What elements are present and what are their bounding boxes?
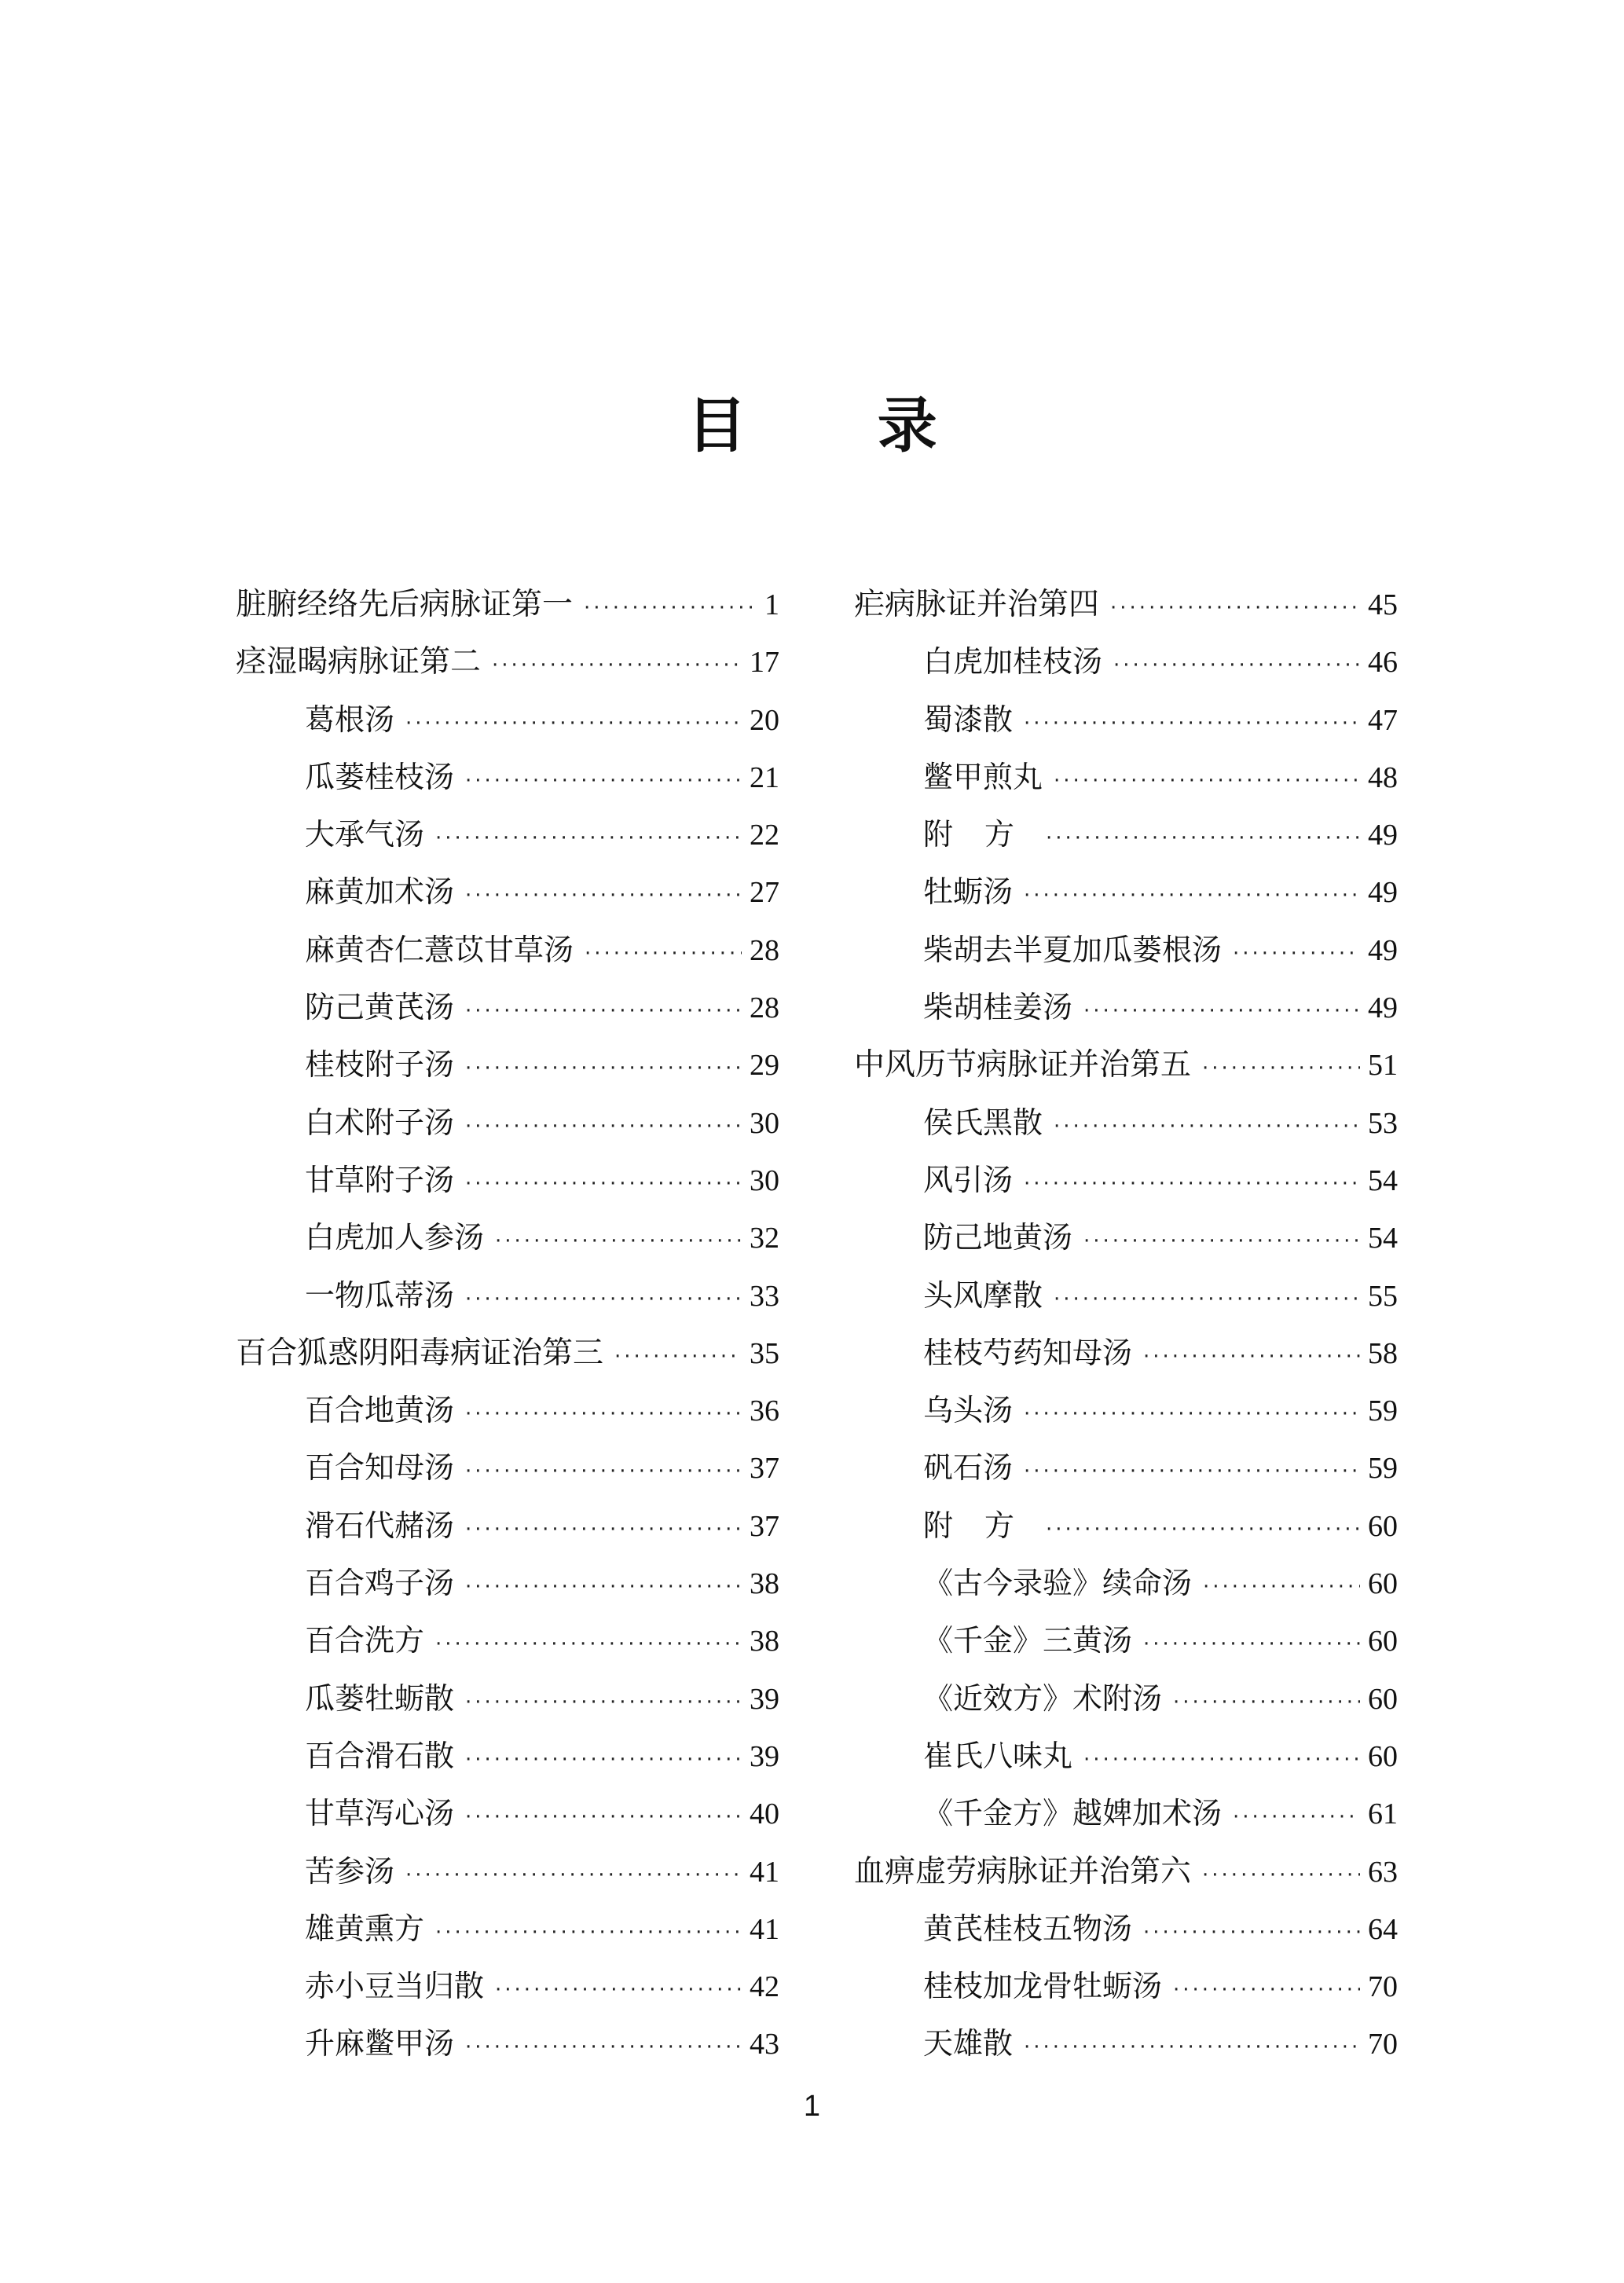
toc-section-entry[interactable] — [236, 1612, 779, 1669]
toc-section-entry[interactable] — [854, 1958, 1398, 2015]
toc-entry-label: 一物瓜蒂汤 — [305, 1277, 455, 1313]
dot-leader — [1173, 1674, 1360, 1731]
toc-entry-label: 脏腑经络先后病脉证第一 — [236, 587, 574, 622]
dot-leader — [1202, 1040, 1360, 1098]
toc-column-right — [854, 576, 1398, 2073]
toc-entry-page: 64 — [1368, 1912, 1398, 1946]
dot-leader — [1024, 867, 1360, 925]
dot-leader — [1046, 1501, 1360, 1559]
toc-section-entry[interactable] — [854, 1267, 1398, 1325]
toc-entry-label: 滑石代赭汤 — [305, 1508, 455, 1543]
dot-leader — [1024, 1443, 1360, 1501]
toc-section-entry[interactable] — [854, 1612, 1398, 1669]
dot-leader — [465, 1731, 742, 1789]
dot-leader — [1173, 1962, 1360, 2019]
toc-entry-page: 43 — [750, 2028, 779, 2061]
toc-section-entry[interactable] — [854, 1785, 1398, 1842]
toc-section-entry[interactable] — [236, 979, 779, 1036]
dot-leader — [465, 867, 742, 925]
toc-entry-page: 46 — [1368, 646, 1398, 680]
dot-leader — [1233, 925, 1360, 983]
toc-section-entry[interactable] — [854, 1497, 1398, 1555]
dot-leader — [465, 1386, 742, 1443]
toc-entry-label: 防己地黄汤 — [923, 1220, 1073, 1255]
toc-section-entry[interactable] — [236, 1497, 779, 1555]
toc-entry-label: 风引汤 — [923, 1162, 1014, 1197]
dot-leader — [465, 1789, 742, 1846]
toc-entry-page: 54 — [1368, 1163, 1398, 1197]
toc-chapter-entry[interactable] — [236, 576, 779, 633]
toc-entry-page: 49 — [1368, 876, 1398, 910]
toc-entry-label: 葛根汤 — [305, 702, 395, 737]
toc-entry-label: 牡蛎汤 — [923, 874, 1014, 910]
toc-section-entry[interactable] — [236, 863, 779, 921]
toc-entry-label: 《古今录验》续命汤 — [923, 1566, 1193, 1601]
toc-entry-page: 60 — [1368, 1625, 1398, 1658]
toc-entry-page: 59 — [1368, 1452, 1398, 1486]
dot-leader — [495, 1213, 742, 1270]
toc-entry-page: 60 — [1368, 1509, 1398, 1543]
toc-entry-label: 头风摩散 — [923, 1277, 1043, 1313]
dot-leader — [465, 983, 742, 1040]
toc-entry-page: 20 — [750, 703, 779, 737]
toc-entry-label: 柴胡桂姜汤 — [923, 990, 1073, 1025]
dot-leader — [1202, 1847, 1360, 1904]
toc-entry-page: 41 — [750, 1855, 779, 1889]
toc-section-entry[interactable] — [236, 2015, 779, 2072]
toc-entry-label: 防己黄芪汤 — [305, 990, 455, 1025]
toc-entry-page: 36 — [750, 1394, 779, 1428]
toc-entry-page: 61 — [1368, 1797, 1398, 1831]
dot-leader — [465, 1674, 742, 1731]
toc-entry-page: 21 — [750, 760, 779, 794]
dot-leader — [465, 1098, 742, 1156]
toc-entry-page: 30 — [750, 1106, 779, 1140]
toc-section-entry[interactable] — [236, 1728, 779, 1785]
toc-section-entry[interactable] — [236, 1209, 779, 1266]
toc-entry-label: 百合洗方 — [305, 1623, 425, 1658]
toc-entry-page: 55 — [1368, 1279, 1398, 1313]
toc-chapter-entry[interactable] — [854, 576, 1398, 633]
dot-leader — [1083, 983, 1360, 1040]
toc-entry-label: 疟病脉证并治第四 — [854, 587, 1100, 622]
dot-leader — [1110, 580, 1360, 637]
toc-entry-page: 38 — [750, 1567, 779, 1601]
dot-leader — [435, 1904, 742, 1962]
toc-section-entry[interactable] — [236, 1267, 779, 1325]
toc-entry-page: 22 — [750, 819, 779, 852]
dot-leader — [1143, 1904, 1360, 1962]
dot-leader — [585, 925, 742, 983]
toc-entry-label: 甘草附子汤 — [305, 1162, 455, 1197]
toc-entry-page: 32 — [750, 1222, 779, 1255]
toc-entry-label: 苦参汤 — [305, 1853, 395, 1889]
toc-entry-page: 28 — [750, 933, 779, 967]
toc-entry-label: 白术附子汤 — [305, 1105, 455, 1140]
toc-section-entry[interactable] — [854, 1555, 1398, 1612]
dot-leader — [1143, 1616, 1360, 1673]
toc-entry-page: 39 — [750, 1682, 779, 1716]
dot-leader — [1143, 1328, 1360, 1386]
toc-entry-label: 《千金》三黄汤 — [923, 1623, 1133, 1658]
toc-entry-page: 49 — [1368, 819, 1398, 852]
toc-section-entry[interactable] — [236, 691, 779, 749]
dot-leader — [1024, 695, 1360, 753]
toc-entry-label: 中风历节病脉证并治第五 — [854, 1047, 1192, 1083]
toc-entry-label: 百合知母汤 — [305, 1450, 455, 1486]
toc-section-entry[interactable] — [854, 1900, 1398, 1958]
toc-entry-page: 29 — [750, 1049, 779, 1083]
toc-section-entry[interactable] — [236, 1555, 779, 1612]
toc-entry-label: 大承气汤 — [305, 817, 425, 852]
toc-entry-page: 42 — [750, 1970, 779, 2004]
toc-section-entry[interactable] — [236, 806, 779, 863]
toc-entry-label: 桂枝附子汤 — [305, 1047, 455, 1083]
dot-leader — [492, 637, 742, 694]
toc-entry-page: 60 — [1368, 1739, 1398, 1773]
toc-section-entry[interactable] — [854, 1439, 1398, 1497]
toc-entry-label: 白虎加人参汤 — [305, 1220, 485, 1255]
toc-section-entry[interactable] — [854, 979, 1398, 1036]
dot-leader — [614, 1328, 742, 1386]
toc-entry-page: 54 — [1368, 1222, 1398, 1255]
toc-section-entry[interactable] — [854, 1670, 1398, 1728]
toc-entry-page: 27 — [750, 876, 779, 910]
toc-entry-label: 麻黄杏仁薏苡甘草汤 — [305, 932, 574, 967]
toc-entry-label: 崔氏八味丸 — [923, 1738, 1073, 1773]
toc-entry-label: 痉湿暍病脉证第二 — [236, 644, 482, 680]
toc-entry-label: 附方 — [923, 1508, 1047, 1543]
toc-entry-page: 47 — [1368, 703, 1398, 737]
dot-leader — [1233, 1789, 1360, 1846]
dot-leader — [584, 580, 757, 637]
dot-leader — [1203, 1559, 1360, 1616]
toc-section-entry[interactable] — [854, 1382, 1398, 1439]
toc-chapter-entry[interactable] — [854, 1036, 1398, 1094]
dot-leader — [405, 1847, 742, 1904]
dot-leader — [1083, 1731, 1360, 1789]
toc-entry-label: 黄芪桂枝五物汤 — [923, 1911, 1133, 1946]
toc-entry-label: 麻黄加术汤 — [305, 874, 455, 910]
toc-entry-label: 附方 — [923, 817, 1047, 852]
toc-entry-page: 40 — [750, 1797, 779, 1831]
dot-leader — [465, 1040, 742, 1098]
dot-leader — [1113, 637, 1360, 694]
dot-leader — [1054, 1098, 1360, 1156]
toc-entry-label: 乌头汤 — [923, 1393, 1014, 1428]
toc-entry-label: 《近效方》术附汤 — [923, 1680, 1163, 1716]
toc-entry-page: 28 — [750, 991, 779, 1025]
toc-entry-page: 49 — [1368, 933, 1398, 967]
toc-entry-page: 49 — [1368, 991, 1398, 1025]
toc-section-entry[interactable] — [854, 1209, 1398, 1266]
toc-section-entry[interactable] — [854, 806, 1398, 863]
dot-leader — [465, 1156, 742, 1213]
toc-entry-label: 鳖甲煎丸 — [923, 759, 1043, 794]
toc-entry-page: 39 — [750, 1739, 779, 1773]
toc-entry-page: 35 — [750, 1336, 779, 1370]
dot-leader — [465, 1271, 742, 1328]
toc-entry-label: 侯氏黑散 — [923, 1105, 1043, 1140]
toc-section-entry[interactable] — [854, 1094, 1398, 1152]
toc-entry-label: 天雄散 — [923, 2026, 1014, 2061]
dot-leader — [465, 1443, 742, 1501]
toc-section-entry[interactable] — [236, 1094, 779, 1152]
toc-entry-page: 37 — [750, 1509, 779, 1543]
dot-leader — [495, 1962, 742, 2019]
toc-section-entry[interactable] — [854, 1728, 1398, 1785]
dot-leader — [435, 810, 742, 867]
toc-section-entry[interactable] — [236, 1900, 779, 1958]
toc-section-entry[interactable] — [854, 1152, 1398, 1209]
toc-entry-label: 柴胡去半夏加瓜蒌根汤 — [923, 932, 1223, 967]
toc-entry-page: 63 — [1368, 1855, 1398, 1889]
toc-entry-label: 甘草泻心汤 — [305, 1796, 455, 1831]
toc-entry-page: 51 — [1368, 1049, 1398, 1083]
toc-entry-page: 38 — [750, 1625, 779, 1658]
dot-leader — [1054, 1271, 1360, 1328]
dot-leader — [465, 1501, 742, 1559]
toc-section-entry[interactable] — [854, 863, 1398, 921]
toc-chapter-entry[interactable] — [236, 633, 779, 691]
toc-entry-label: 桂枝加龙骨牡蛎汤 — [923, 1969, 1163, 2004]
toc-entry-label: 百合滑石散 — [305, 1738, 455, 1773]
toc-section-entry[interactable] — [854, 922, 1398, 979]
toc-entry-page: 59 — [1368, 1394, 1398, 1428]
toc-entry-label: 赤小豆当归散 — [305, 1969, 485, 2004]
toc-entry-label: 雄黄熏方 — [305, 1911, 425, 1946]
toc-section-entry[interactable] — [236, 1439, 779, 1497]
dot-leader — [1024, 1156, 1360, 1213]
toc-entry-page: 48 — [1368, 760, 1398, 794]
toc-entry-page: 70 — [1368, 2028, 1398, 2061]
toc-entry-label: 百合鸡子汤 — [305, 1566, 455, 1601]
toc-entry-page: 70 — [1368, 1970, 1398, 2004]
toc-entry-page: 33 — [750, 1279, 779, 1313]
toc-column-left — [236, 576, 779, 2073]
toc-entry-page: 45 — [1368, 588, 1398, 621]
toc-entry-label: 血痹虚劳病脉证并治第六 — [854, 1853, 1192, 1889]
toc-entry-page: 30 — [750, 1163, 779, 1197]
toc-entry-page: 60 — [1368, 1682, 1398, 1716]
toc-entry-label: 《千金方》越婢加术汤 — [923, 1796, 1223, 1831]
toc-entry-page: 17 — [750, 646, 779, 680]
toc-entry-label: 百合地黄汤 — [305, 1393, 455, 1428]
toc-chapter-entry[interactable] — [854, 1843, 1398, 1900]
dot-leader — [1024, 1386, 1360, 1443]
dot-leader — [1083, 1213, 1360, 1270]
dot-leader — [465, 1559, 742, 1616]
toc-section-entry[interactable] — [854, 2015, 1398, 2072]
toc-entry-page: 41 — [750, 1912, 779, 1946]
dot-leader — [435, 1616, 742, 1673]
dot-leader — [405, 695, 742, 753]
dot-leader — [1054, 753, 1360, 810]
dot-leader — [465, 753, 742, 810]
toc-entry-label: 白虎加桂枝汤 — [923, 644, 1103, 680]
toc-entry-page: 53 — [1368, 1106, 1398, 1140]
toc-entry-page: 37 — [750, 1452, 779, 1486]
dot-leader — [1024, 2019, 1360, 2076]
toc-section-entry[interactable] — [854, 633, 1398, 691]
toc-entry-label: 矾石汤 — [923, 1450, 1014, 1486]
toc-section-entry[interactable] — [236, 1843, 779, 1900]
toc-section-entry[interactable] — [236, 1785, 779, 1842]
toc-section-entry[interactable] — [236, 1958, 779, 2015]
toc-entry-label: 百合狐惑阴阳毒病证治第三 — [236, 1335, 604, 1371]
toc-entry-label: 桂枝芍药知母汤 — [923, 1335, 1133, 1370]
toc-section-entry[interactable] — [854, 749, 1398, 806]
toc-entry-page: 60 — [1368, 1567, 1398, 1601]
toc-entry-page: 1 — [764, 588, 779, 621]
toc-section-entry[interactable] — [236, 1036, 779, 1094]
toc-section-entry[interactable] — [236, 1670, 779, 1728]
dot-leader — [1046, 810, 1360, 867]
toc-section-entry[interactable] — [236, 922, 779, 979]
toc-entry-label: 瓜蒌牡蛎散 — [305, 1680, 455, 1716]
toc-section-entry[interactable] — [236, 749, 779, 806]
toc-section-entry[interactable] — [236, 1152, 779, 1209]
toc-section-entry[interactable] — [854, 1325, 1398, 1382]
toc-chapter-entry[interactable] — [236, 1325, 779, 1382]
toc-entry-label: 瓜蒌桂枝汤 — [305, 759, 455, 794]
toc-section-entry[interactable] — [854, 691, 1398, 749]
page-number: 1 — [803, 2090, 821, 2123]
toc-entry-label: 升麻鳖甲汤 — [305, 2026, 455, 2061]
toc-section-entry[interactable] — [236, 1382, 779, 1439]
dot-leader — [465, 2019, 742, 2076]
page-title: 目 录 — [687, 390, 992, 460]
toc-entry-page: 58 — [1368, 1336, 1398, 1370]
toc-entry-label: 蜀漆散 — [923, 702, 1014, 737]
